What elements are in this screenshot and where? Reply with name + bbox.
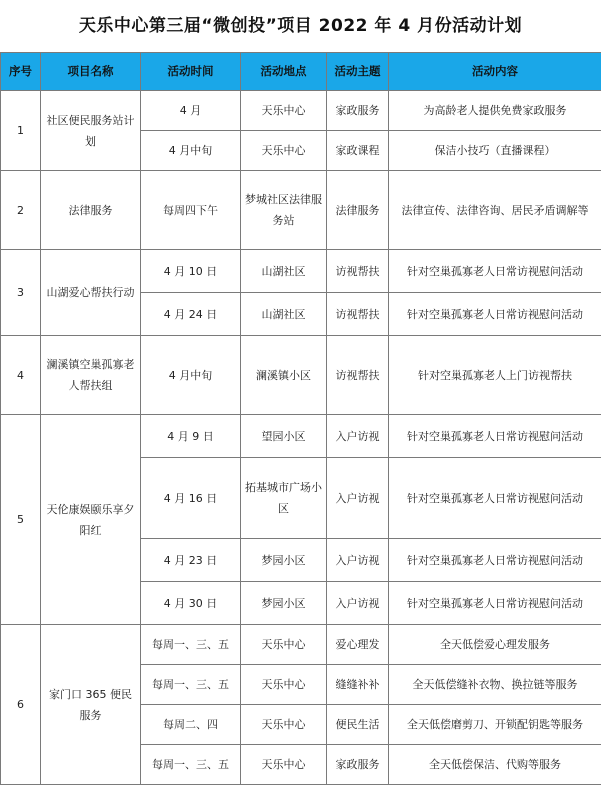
cell-time: 每周四下午 [141,171,241,250]
header-activity-time: 活动时间 [141,53,241,91]
cell-time: 4 月中旬 [141,131,241,171]
cell-content: 全天低偿磨剪刀、开锁配钥匙等服务 [389,705,601,745]
cell-time: 4 月 [141,91,241,131]
cell-content: 全天低偿爱心理发服务 [389,625,601,665]
cell-content: 针对空巢孤寡老人日常访视慰问活动 [389,582,601,625]
cell-theme: 入户访视 [327,539,389,582]
cell-place: 天乐中心 [241,745,327,785]
cell-content: 针对空巢孤寡老人日常访视慰问活动 [389,250,601,293]
cell-place: 山湖社区 [241,250,327,293]
cell-time: 每周二、四 [141,705,241,745]
cell-theme: 爱心理发 [327,625,389,665]
cell-theme: 访视帮扶 [327,336,389,415]
cell-time: 每周一、三、五 [141,625,241,665]
cell-content: 针对空巢孤寡老人日常访视慰问活动 [389,539,601,582]
header-activity-theme: 活动主题 [327,53,389,91]
cell-project-name: 天伦康娱颐乐享夕阳红 [41,415,141,625]
cell-theme: 家政课程 [327,131,389,171]
cell-project-name: 家门口 365 便民服务 [41,625,141,785]
cell-place: 梦园小区 [241,539,327,582]
cell-content: 法律宣传、法律咨询、居民矛盾调解等 [389,171,601,250]
table-row [1,625,601,665]
cell-time: 4 月 24 日 [141,293,241,336]
table-header-row [1,53,601,91]
cell-time: 每周一、三、五 [141,665,241,705]
cell-place: 梦城社区法律服务站 [241,171,327,250]
cell-content: 针对空巢孤寡老人上门访视帮扶 [389,336,601,415]
cell-place: 望园小区 [241,415,327,458]
document-title: 天乐中心第三届“微创投”项目 2022 年 4 月份活动计划 [78,16,523,36]
cell-no: 6 [1,625,41,785]
cell-place: 天乐中心 [241,625,327,665]
table-row [1,250,601,293]
table-row [1,171,601,250]
cell-content: 为高龄老人提供免费家政服务 [389,91,601,131]
cell-theme: 缝缝补补 [327,665,389,705]
cell-no: 1 [1,91,41,171]
cell-place: 山湖社区 [241,293,327,336]
table-row [1,91,601,131]
cell-place: 天乐中心 [241,91,327,131]
header-project-name: 项目名称 [41,53,141,91]
cell-content: 针对空巢孤寡老人日常访视慰问活动 [389,415,601,458]
cell-place: 梦园小区 [241,582,327,625]
cell-theme: 便民生活 [327,705,389,745]
cell-no: 3 [1,250,41,336]
cell-theme: 访视帮扶 [327,293,389,336]
table-row [1,415,601,458]
cell-content: 针对空巢孤寡老人日常访视慰问活动 [389,458,601,539]
cell-place: 天乐中心 [241,131,327,171]
cell-theme: 访视帮扶 [327,250,389,293]
cell-project-name: 法律服务 [41,171,141,250]
cell-no: 4 [1,336,41,415]
cell-no: 2 [1,171,41,250]
cell-content: 针对空巢孤寡老人日常访视慰问活动 [389,293,601,336]
cell-theme: 入户访视 [327,415,389,458]
cell-content: 全天低偿缝补衣物、换拉链等服务 [389,665,601,705]
cell-place: 天乐中心 [241,665,327,705]
cell-place: 天乐中心 [241,705,327,745]
table-row [1,336,601,415]
cell-theme: 入户访视 [327,458,389,539]
cell-time: 4 月 23 日 [141,539,241,582]
cell-place: 拓基城市广场小区 [241,458,327,539]
header-no: 序号 [1,53,41,91]
cell-time: 4 月 10 日 [141,250,241,293]
cell-project-name: 澜溪镇空巢孤寡老人帮扶组 [41,336,141,415]
cell-time: 4 月 16 日 [141,458,241,539]
cell-theme: 家政服务 [327,91,389,131]
activity-plan-table [0,52,601,785]
cell-no: 5 [1,415,41,625]
cell-project-name: 社区便民服务站计划 [41,91,141,171]
cell-time: 每周一、三、五 [141,745,241,785]
cell-theme: 家政服务 [327,745,389,785]
cell-theme: 法律服务 [327,171,389,250]
header-activity-place: 活动地点 [241,53,327,91]
cell-content: 保洁小技巧（直播课程） [389,131,601,171]
cell-project-name: 山湖爱心帮扶行动 [41,250,141,336]
cell-content: 全天低偿保洁、代购等服务 [389,745,601,785]
cell-theme: 入户访视 [327,582,389,625]
cell-time: 4 月中旬 [141,336,241,415]
cell-time: 4 月 9 日 [141,415,241,458]
header-activity-content: 活动内容 [389,53,601,91]
cell-time: 4 月 30 日 [141,582,241,625]
cell-place: 澜溪镇小区 [241,336,327,415]
